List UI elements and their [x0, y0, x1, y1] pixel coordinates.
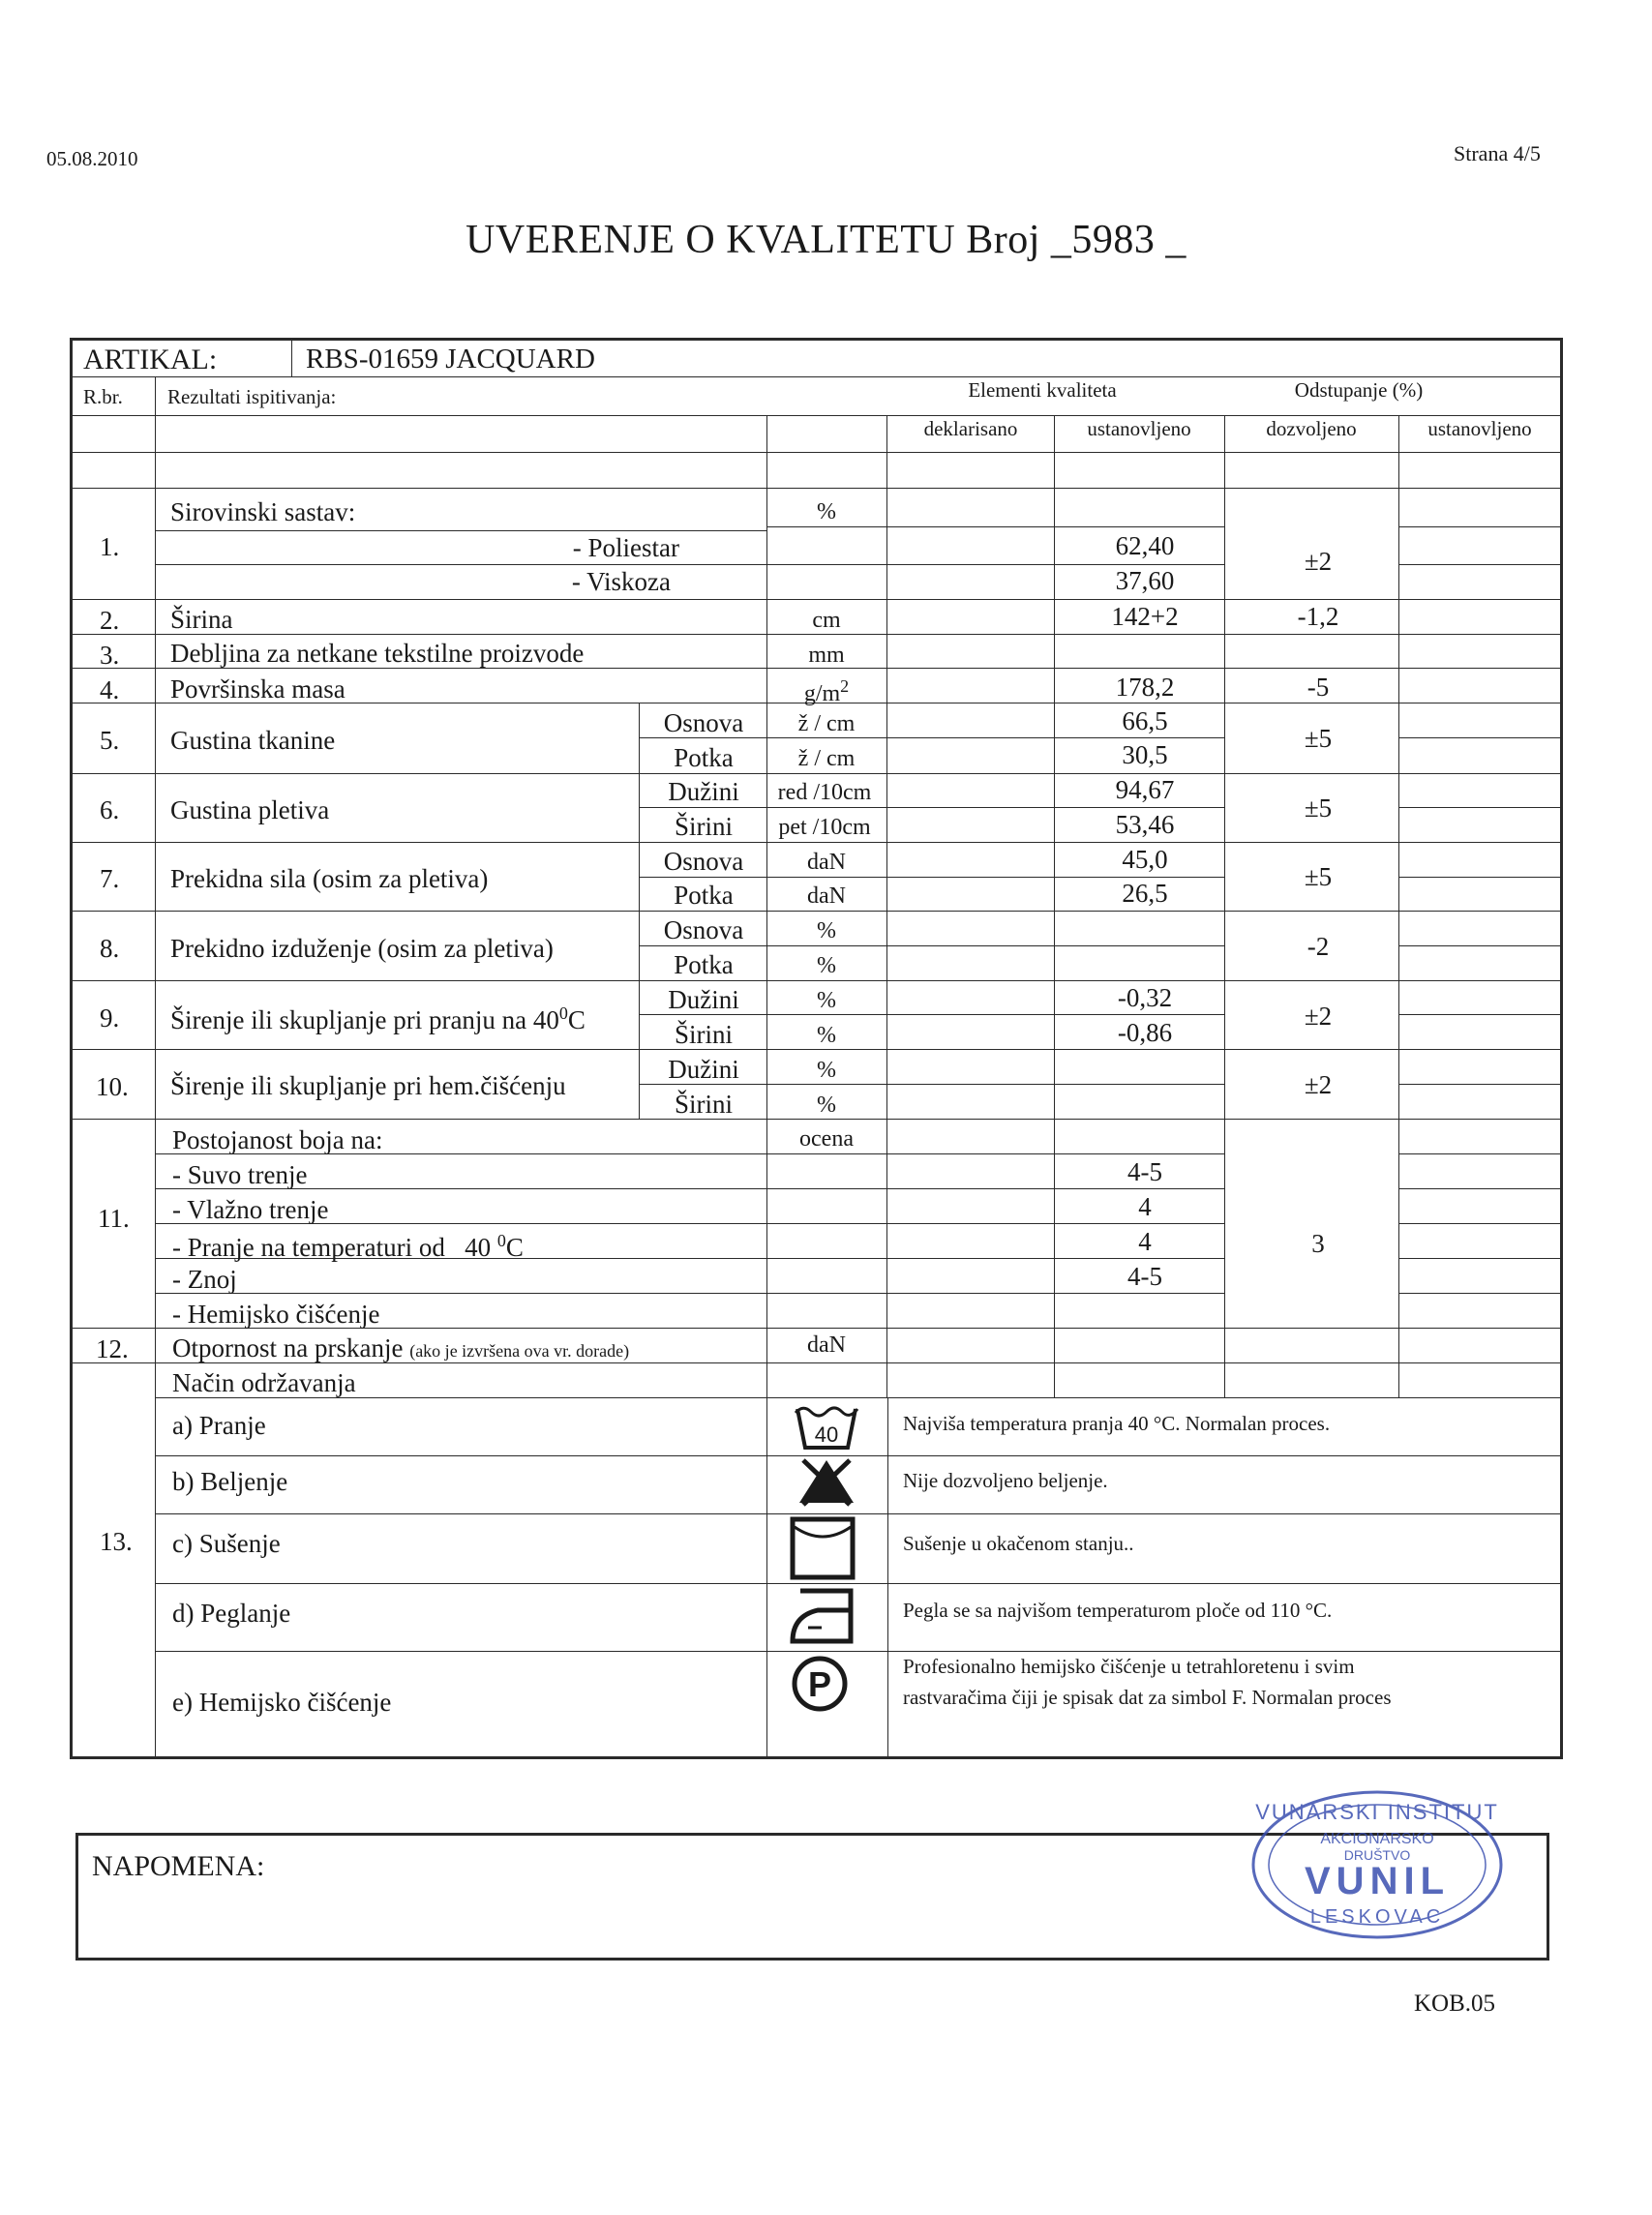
row-7-sub-a: Osnova [663, 847, 744, 876]
row-10-name: Širenje ili skupljanje pri hem.čišćenju [170, 1071, 566, 1100]
row-4-tolerance: -5 [1307, 673, 1330, 702]
row-11-item-label: - Znoj [172, 1265, 237, 1294]
row-11-number: 11. [98, 1204, 130, 1233]
row-8-number: 8. [100, 934, 120, 963]
row-1-number: 1. [100, 532, 120, 561]
article-label: ARTIKAL: [83, 344, 218, 375]
row-5-sub-b: Potka [674, 743, 734, 772]
row-10-sub-a: Dužini [668, 1055, 739, 1084]
row-4-name: Površinska masa [170, 674, 345, 703]
care-desc-bleaching: Nije dozvoljeno beljenje. [903, 1469, 1108, 1492]
row-11-item-value: 4-5 [1127, 1262, 1162, 1291]
row-6-name: Gustina pletiva [170, 795, 330, 824]
row-10-number: 10. [96, 1072, 129, 1101]
row-1-unit: % [817, 499, 836, 524]
row-1-name: Sirovinski sastav: [170, 497, 356, 526]
care-desc-ironing: Pegla se sa najvišom temperaturom ploče od 110 °C. [903, 1599, 1333, 1622]
row-11-item-value: 4-5 [1127, 1157, 1162, 1186]
row-2-number: 2. [100, 606, 120, 635]
care-desc-drying: Sušenje u okačenom stanju.. [903, 1532, 1134, 1555]
row-2-value: 142+2 [1111, 602, 1179, 631]
row-6-tolerance: ±5 [1304, 793, 1333, 823]
row-11-tolerance: 3 [1311, 1229, 1325, 1258]
row-2-unit: cm [812, 608, 841, 633]
row-9-tolerance: ±2 [1304, 1002, 1333, 1031]
row-10-unit-b: % [817, 1093, 836, 1118]
row-10-sub-b: Širini [674, 1090, 734, 1119]
row-2-tolerance: -1,2 [1297, 602, 1339, 631]
row-12-number: 12. [96, 1334, 129, 1363]
row-6-unit-b: pet /10cm [778, 815, 871, 840]
col-results: Rezultati ispitivanja: [167, 385, 337, 408]
row-12-note: (ako je izvršena ova vr. dorade) [409, 1341, 630, 1361]
row-9-name: Širenje ili skupljanje pri pranju na $40^0C$ [170, 1003, 586, 1034]
care-label-ironing: d) Peglanje [172, 1599, 291, 1628]
row-7-name: Prekidna sila (osim za pletiva) [170, 864, 489, 893]
row-8-sub-b: Potka [674, 950, 734, 979]
col-elements: Elementi kvaliteta [968, 378, 1117, 402]
row-9-value-a: -0,32 [1117, 983, 1173, 1012]
row-11-item-value: 4 [1138, 1227, 1152, 1256]
row-5-tolerance: ±5 [1304, 724, 1333, 753]
svg-text:DRUŠTVO: DRUŠTVO [1343, 1847, 1411, 1863]
svg-text:AKCIONARSKO: AKCIONARSKO [1320, 1831, 1434, 1847]
row-6-number: 6. [100, 795, 120, 824]
row-9-number: 9. [100, 1003, 120, 1033]
row-6-value-a: 94,67 [1115, 775, 1175, 804]
row-5-sub-a: Osnova [663, 708, 744, 737]
svg-text:40: 40 [814, 1422, 839, 1447]
row-11-item-label: - Hemijsko čišćenje [172, 1300, 380, 1329]
col-declared: deklarisano [923, 417, 1018, 440]
row-7-sub-b: Potka [674, 881, 734, 910]
row-6-sub-a: Dužini [668, 777, 739, 806]
row-3-name: Debljina za netkane tekstilne proizvode [170, 639, 585, 668]
row-9-unit-b: % [817, 1023, 836, 1048]
row-1-sub-b: - Viskoza [571, 567, 671, 596]
row-3-unit: mm [808, 643, 845, 668]
iron-icon [789, 1587, 860, 1652]
row-9-value-b: -0,86 [1117, 1018, 1173, 1047]
washtub-40-icon [792, 1401, 861, 1458]
row-11-item-value: 4 [1138, 1192, 1152, 1221]
row-7-number: 7. [100, 864, 120, 893]
row-10-unit-a: % [817, 1058, 836, 1083]
row-7-tolerance: ±5 [1304, 862, 1333, 891]
page-number: Strana 4/5 [1454, 141, 1541, 165]
row-13-number: 13. [100, 1527, 133, 1556]
row-11-item-label: - Suvo trenje [172, 1160, 308, 1189]
col-deviation: Odstupanje (%) [1294, 378, 1424, 402]
svg-text:VUNIL: VUNIL [1305, 1860, 1450, 1902]
svg-text:P: P [807, 1664, 832, 1704]
care-label-dry-cleaning: e) Hemijsko čišćenje [172, 1688, 392, 1717]
row-4-number: 4. [100, 675, 120, 704]
institute-stamp [1247, 1782, 1508, 1952]
care-label-washing: a) Pranje [172, 1411, 266, 1440]
row-5-value-a: 66,5 [1122, 706, 1168, 735]
row-12-unit: daN [807, 1332, 846, 1358]
row-1-tolerance: ±2 [1304, 547, 1333, 576]
row-4-value: 178,2 [1115, 673, 1175, 702]
document-date: 05.08.2010 [46, 147, 138, 170]
row-5-unit-b: ž / cm [797, 746, 856, 771]
row-7-unit-b: daN [807, 883, 846, 909]
row-9-sub-a: Dužini [668, 985, 739, 1014]
row-5-unit-a: ž / cm [797, 711, 856, 736]
care-desc-dry-cleaning: Profesionalno hemijsko čišćenje u tetrahloretenu i svim [903, 1655, 1355, 1678]
row-1-value-b: 37,60 [1115, 566, 1175, 595]
row-5-value-b: 30,5 [1122, 740, 1168, 769]
article-value: RBS-01659 JACQUARD [306, 344, 595, 374]
row-11-item-label: - Pranje na temperaturi od 40 $^0$C [172, 1231, 524, 1262]
svg-text:LESKOVAC: LESKOVAC [1309, 1906, 1445, 1928]
col-established: ustanovljeno [1087, 417, 1191, 440]
row-2-name: Širina [170, 605, 233, 634]
dry-clean-p-icon [790, 1654, 850, 1719]
row-1-value-a: 62,40 [1115, 531, 1175, 560]
row-6-value-b: 53,46 [1115, 810, 1175, 839]
row-1-sub-a: - Poliestar [572, 533, 679, 562]
row-8-unit-a: % [817, 918, 836, 943]
row-9-sub-b: Širini [674, 1020, 734, 1049]
row-12-name: Otpornost na prskanje (ako je izvršena ova vr. dorade) [172, 1333, 630, 1362]
row-7-value-a: 45,0 [1122, 845, 1168, 874]
no-bleach-icon [796, 1456, 857, 1512]
row-10-tolerance: ±2 [1304, 1070, 1333, 1099]
care-desc-dry-cleaning: rastvaračima čiji je spisak dat za simbol F. Normalan proces [903, 1686, 1392, 1709]
row-7-value-b: 26,5 [1122, 879, 1168, 908]
col-established-2: ustanovljeno [1427, 417, 1532, 440]
row-6-unit-a: red /10cm [777, 780, 872, 805]
care-label-bleaching: b) Beljenje [172, 1467, 288, 1496]
row-13-name: Način održavanja [172, 1368, 356, 1397]
row-4-unit: $g/m^2$ [803, 676, 850, 706]
care-label-drying: c) Sušenje [172, 1529, 281, 1558]
line-dry-icon [789, 1515, 856, 1586]
row-9-unit-a: % [817, 988, 836, 1013]
row-3-number: 3. [100, 641, 120, 670]
col-allowed: dozvoljeno [1266, 417, 1357, 440]
care-desc-washing: Najviša temperatura pranja 40 °C. Normalan proces. [903, 1412, 1331, 1435]
row-11-name: Postojanost boja na: [172, 1125, 383, 1154]
note-label: NAPOMENA: [92, 1850, 265, 1882]
row-11-item-label: - Vlažno trenje [172, 1195, 329, 1224]
row-8-tolerance: -2 [1307, 932, 1330, 961]
row-7-unit-a: daN [807, 850, 846, 875]
svg-text:VUNARSKI INSTITUT: VUNARSKI INSTITUT [1255, 1800, 1499, 1824]
form-code: KOB.05 [1414, 1991, 1496, 2017]
row-5-name: Gustina tkanine [170, 726, 336, 755]
row-8-name: Prekidno izduženje (osim za pletiva) [170, 934, 554, 963]
row-8-sub-a: Osnova [663, 915, 744, 944]
document-title: UVERENJE O KVALITETU Broj _5983 _ [466, 218, 1186, 262]
row-6-sub-b: Širini [674, 812, 734, 841]
row-5-number: 5. [100, 726, 120, 755]
row-8-unit-b: % [817, 953, 836, 978]
col-rbr: R.br. [83, 385, 123, 408]
row-11-unit: ocena [799, 1126, 854, 1152]
